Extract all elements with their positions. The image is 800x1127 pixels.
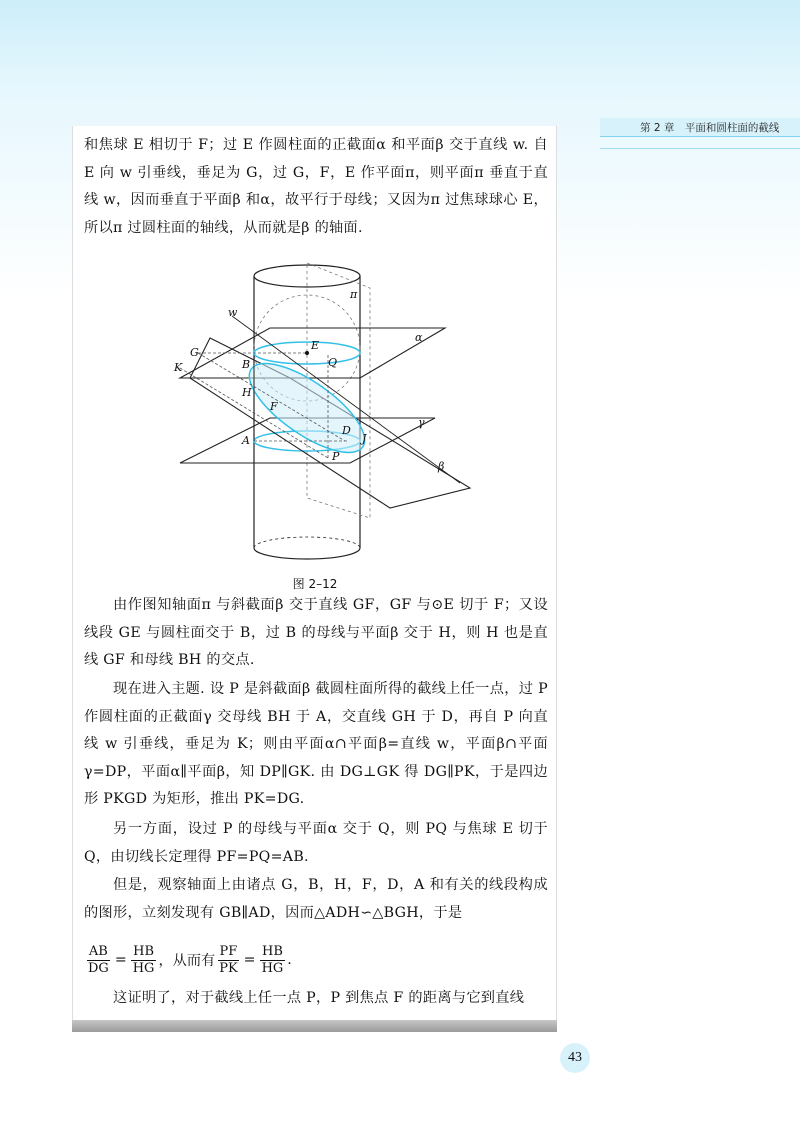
- fraction-denominator: HG: [261, 960, 284, 976]
- figure-caption: 图 2–12: [292, 577, 338, 591]
- fraction-denominator: HG: [132, 960, 155, 976]
- label-alpha: α: [415, 331, 423, 344]
- label-B: B: [242, 358, 251, 371]
- equals-sign: =: [114, 952, 127, 968]
- label-A: A: [242, 434, 250, 447]
- label-Q: Q: [328, 356, 338, 369]
- cylinder-bottom-arc-hidden: [254, 537, 360, 548]
- label-gamma: γ: [418, 416, 425, 429]
- fraction-pf-pk: [217, 944, 239, 977]
- fraction-hb-hg: [131, 944, 157, 977]
- label-pi: π: [350, 288, 358, 301]
- figure-2-12: [170, 258, 490, 568]
- fraction-numerator: AB: [88, 943, 108, 959]
- paragraph-5: 但是，观察轴面上由诸点 G，B，H，F，D，A 和有关的线段构成的图形，立刻发现有 GB∥AD，因而△ADH∽△BGH，于是: [84, 877, 548, 921]
- oblique-section: [236, 348, 377, 469]
- label-E: E: [311, 339, 320, 352]
- label-w: w: [228, 306, 238, 319]
- connector-text: ，从而有: [158, 953, 216, 969]
- paragraph-6: 这证明了，对于截线上任一点 P，P 到焦点 F 的距离与它到直线: [113, 990, 525, 1006]
- page-bottom-bar: [72, 1020, 557, 1032]
- fraction-denominator: PK: [219, 960, 238, 976]
- formula-end: .: [287, 952, 292, 968]
- equals-sign: =: [243, 952, 256, 968]
- ratio-formula: [84, 940, 548, 980]
- label-F: F: [270, 400, 278, 413]
- fraction-numerator: PF: [219, 943, 238, 959]
- fraction-ab-dg: [86, 944, 111, 977]
- label-J: J: [362, 432, 367, 445]
- label-beta: β: [438, 460, 445, 473]
- fraction-numerator: HB: [133, 943, 155, 959]
- header-rule: [600, 148, 800, 149]
- chapter-title: 第 2 章 平面和圆柱面的截线: [640, 122, 780, 134]
- label-H: H: [242, 386, 252, 399]
- paragraph-3: 现在进入主题. 设 P 是斜截面β 截圆柱面所得的截线上任一点，过 P 作圆柱面的正截面γ 交母线 BH 于 A，交直线 GH 于 D，再自 P 向直线 w 引垂线，垂足为 K；则由平面α∩平面β=直线 w，平面β∩平面γ=DP，平面α∥平面β，知 DP∥GK. 由 DG⊥GK 得 DG∥PK，于是四边形 PKGD 为矩形，推出 PK=DG.: [84, 681, 548, 807]
- point-E: [305, 351, 309, 355]
- label-K: K: [174, 361, 183, 374]
- label-D: D: [342, 424, 351, 437]
- page-number: 43: [560, 1043, 590, 1073]
- fraction-hb-hg-2: [260, 944, 286, 977]
- fraction-numerator: HB: [261, 943, 283, 959]
- label-P: P: [332, 450, 340, 463]
- paragraph-4: 另一方面，设过 P 的母线与平面α 交于 Q，则 PQ 与焦球 E 切于 Q，由切线长定理得 PF=PQ=AB.: [84, 821, 548, 865]
- paragraph-1: 和焦球 E 相切于 F；过 E 作圆柱面的正截面α 和平面β 交于直线 w. 自 E 向 w 引垂线，垂足为 G，过 G，F，E 作平面π，则平面π 垂直于直线 w，因而垂直于平面β 和α，故平行于母线；又因为π 过焦球球心 E，所以π 过圆柱面的轴线，从而就是β 的轴面.: [84, 137, 548, 236]
- paragraph-2: 由作图知轴面π 与斜截面β 交于直线 GF，GF 与⊙E 切于 F；又设线段 GE 与圆柱面交于 B，过 B 的母线与平面β 交于 H，则 H 也是直线 GF 和母线 BH 的交点.: [84, 597, 548, 668]
- fraction-denominator: DG: [88, 960, 109, 976]
- label-G: G: [190, 346, 199, 359]
- cylinder-bottom-arc: [254, 548, 360, 559]
